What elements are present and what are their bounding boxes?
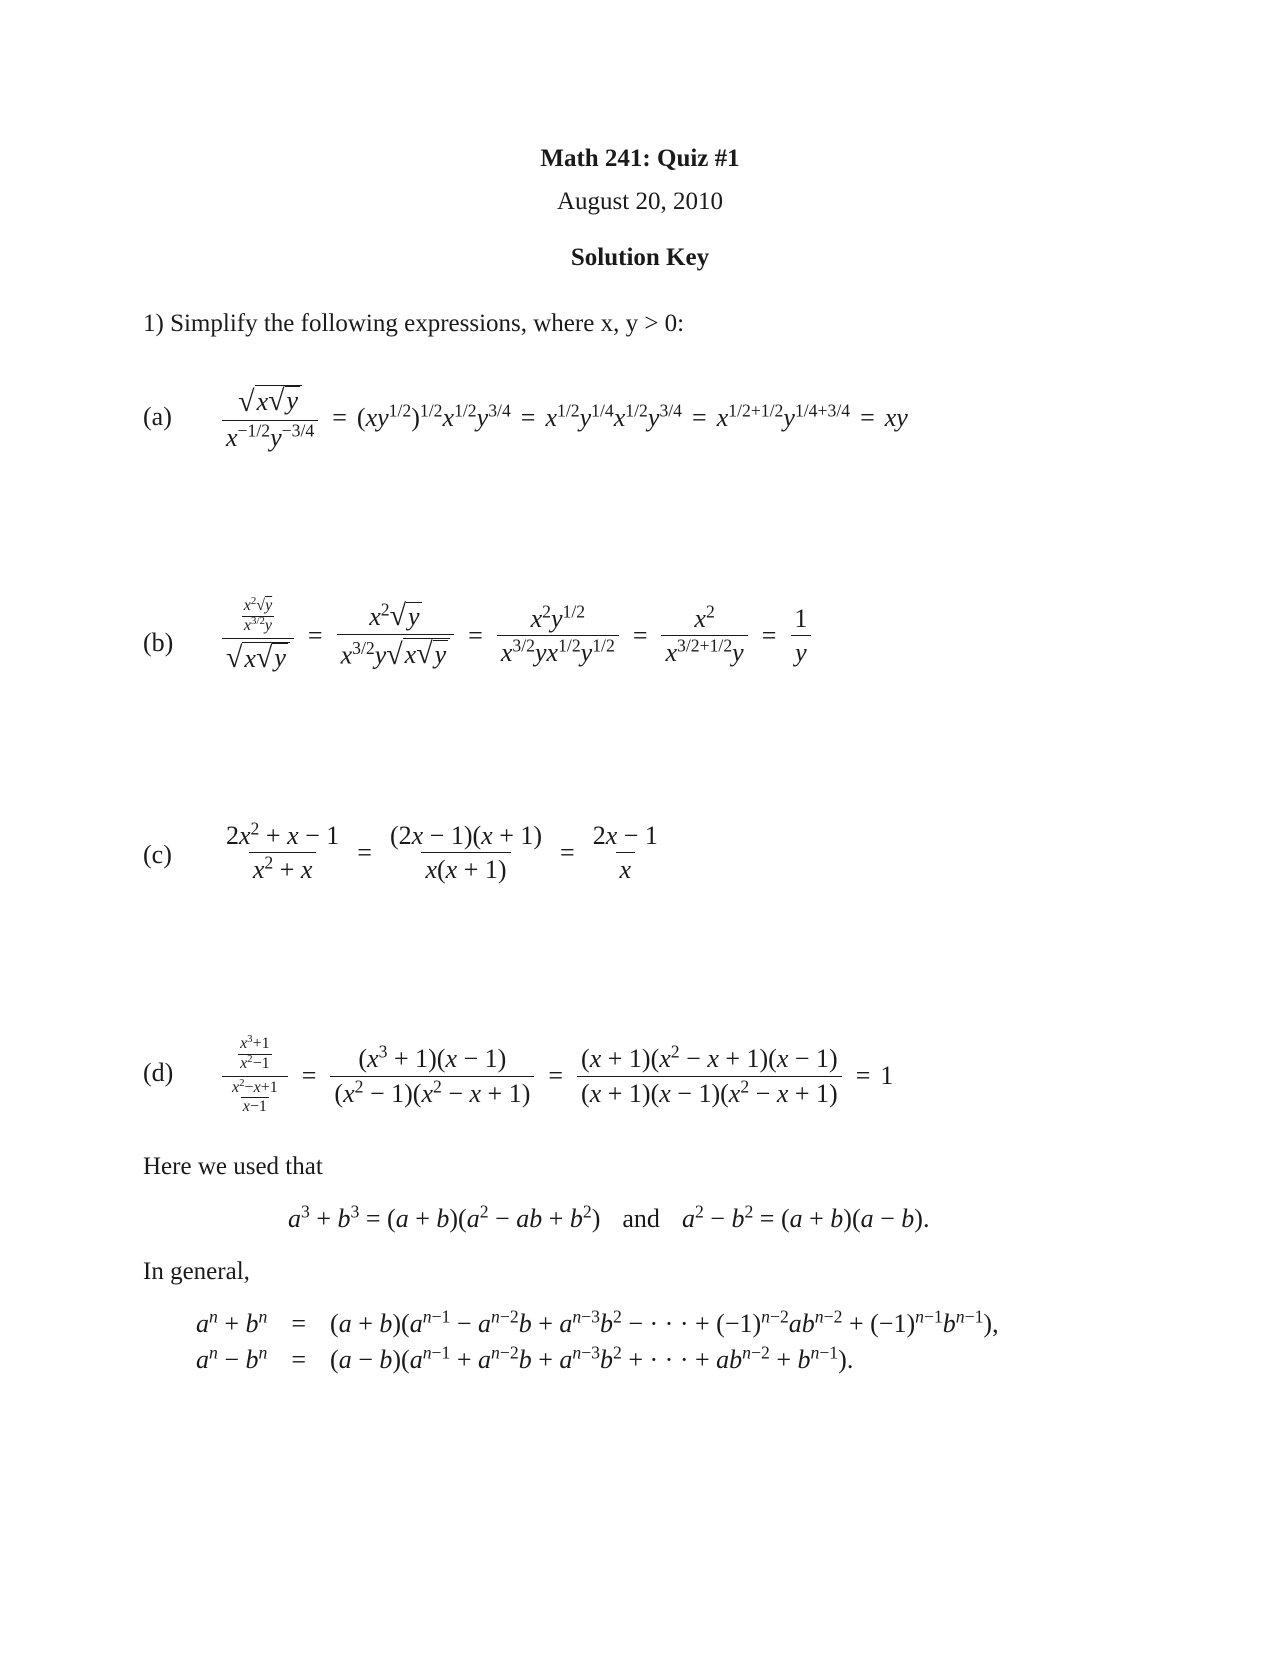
used-that-text: Here we used that <box>143 1153 323 1180</box>
problem-statement: 1) Simplify the following expressions, where x, y > 0: <box>143 310 685 337</box>
part-a-label: (a) <box>143 402 172 431</box>
general-identities: $a^n + b^n$ = $(a + b)(a^{n-1} - a^{n-2}b + a^{n-3}b^2$ − · · · + $(-1)^{n-2}ab^{n-2} + (-1)^{n-1}b^{n-1}$), $a^n - b^n$ = $(a - b)(a^{n-1} + a^{n-2}b + a^{n-3}b^2$ + · · · + $ab^{n-2} + b^{n-1}$). <box>196 1306 999 1374</box>
part-b-equation: $\frac{x^2√y}{x^{3/2}y}$ √ x √ y = $x^2$ √ y $x^{3/2}y$ √ x √ y = $\frac{x^2y^{1/2}}{x^{3/2}yx^{1/2}y^{1/2}}$ = $\frac{x^2}{x^{3/2+1/2}y}$ = $\frac{1}{y}$ <box>218 598 815 673</box>
part-b-label: (b) <box>143 628 174 657</box>
quiz-date: August 20, 2010 <box>557 188 723 215</box>
solution-key-heading: Solution Key <box>570 244 710 271</box>
part-a-equation: √ x √ y $x^{-1/2}y^{-3/4}$ = $(xy^{1/2})^{1/2}x^{1/2}y^{3/4}$ = $x^{1/2}y^{1/4}x^{1/2}y^{3/4}$ = $x^{1/2+1/2}y^{1/4+3/4}$ = xy <box>218 385 908 451</box>
identity-connector: and <box>622 1204 660 1233</box>
part-c-equation: $\frac{2x^2 + x - 1}{x^2 + x}$ = $\frac{(2x - 1)(x + 1)}{x(x + 1)}$ = $\frac{2x - 1}{x}$ <box>226 818 658 885</box>
identity-line: $a^3 + b^3 = (a + b)(a^2$ − ab + $b^2$) and $a^2 - b^2 = (a + b)(a - b)$. <box>288 1201 930 1233</box>
part-d-equation: $\frac{\frac{x^3+1}{x^2-1}}{\frac{x^2-x+1}{x-1}}$ = $\frac{(x^3 + 1)(x - 1)}{(x^2 - 1)(x^2 - x + 1)}$ = $\frac{(x + 1)(x^2 - x + 1)(x - 1)}{(x + 1)(x - 1)(x^2 - x + 1)}$ = 1 <box>218 1036 893 1116</box>
in-general-text: In general, <box>143 1258 250 1285</box>
page-title: Math 241: Quiz #1 <box>540 145 740 172</box>
part-d-label: (d) <box>143 1058 174 1087</box>
part-c-label: (c) <box>143 840 172 869</box>
